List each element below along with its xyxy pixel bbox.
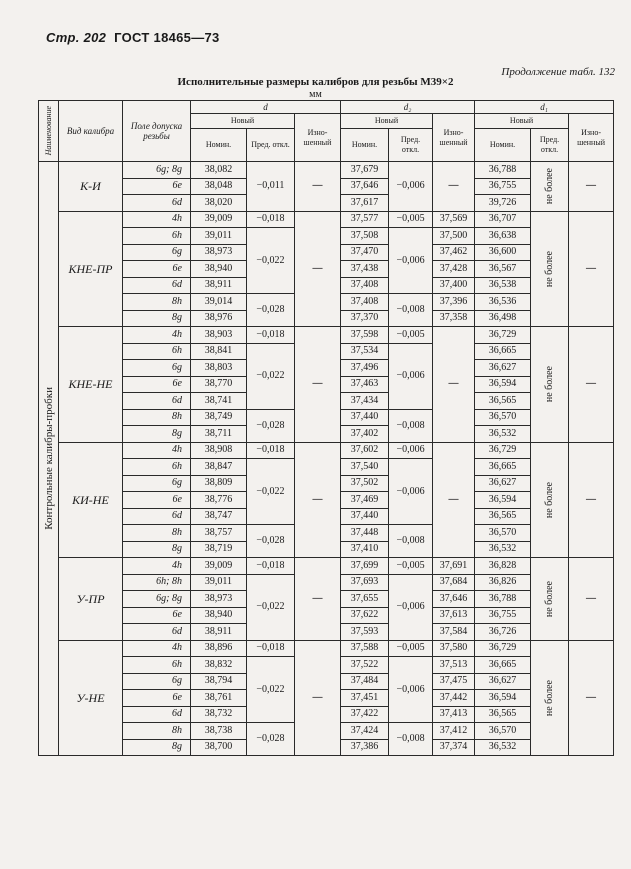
d-nominal: 38,738 (191, 723, 247, 740)
gauge-table (38, 100, 614, 756)
d-nominal: 38,770 (191, 376, 247, 393)
d2-deviation: −0,008 (389, 409, 433, 442)
d2-nominal: 37,402 (341, 426, 389, 443)
tolerance-field: 8g (123, 739, 191, 756)
d1-nominal: 36,565 (475, 706, 531, 723)
d-nominal: 38,973 (191, 244, 247, 261)
col-pole: Поле допуска резьбы (123, 101, 191, 162)
d1-worn-value: — (569, 211, 614, 327)
d2-nominal: 37,534 (341, 343, 389, 360)
d-deviation: −0,018 (247, 442, 295, 459)
d1-nominal: 36,570 (475, 723, 531, 740)
d2-worn-value: 37,684 (433, 574, 475, 591)
tolerance-field: 6e (123, 607, 191, 624)
table-continuation: Продолжение табл. 132 (501, 66, 615, 78)
d-worn-value: — (295, 162, 341, 212)
table-row (39, 162, 614, 179)
d-nominal: 38,711 (191, 426, 247, 443)
d-deviation: −0,011 (247, 162, 295, 212)
d-nominal: 38,911 (191, 624, 247, 641)
table-body (39, 162, 614, 756)
d-worn-value: — (295, 442, 341, 558)
tolerance-field: 6h; 8h (123, 574, 191, 591)
d-nominal: 38,940 (191, 607, 247, 624)
d2-deviation: −0,008 (389, 525, 433, 558)
d2-worn-value: — (433, 442, 475, 558)
tolerance-field: 6d (123, 195, 191, 212)
d2-nominal: 37,448 (341, 525, 389, 542)
d-nominal: 38,903 (191, 327, 247, 344)
d2-nominal: 37,451 (341, 690, 389, 707)
tolerance-field: 4h (123, 442, 191, 459)
d1-deviation (531, 640, 569, 756)
col-d: d (191, 101, 341, 114)
d-nominal: 38,794 (191, 673, 247, 690)
not-more-text: не более (543, 168, 555, 205)
d-worn-value: — (295, 211, 341, 327)
d1-tol: Пред. откл. (531, 129, 569, 162)
d2-nominal: 37,469 (341, 492, 389, 509)
tolerance-field: 4h (123, 211, 191, 228)
d2-nominal: 37,602 (341, 442, 389, 459)
d2-nominal: 37,679 (341, 162, 389, 179)
d-nominal: 38,741 (191, 393, 247, 410)
d-nominal: 38,832 (191, 657, 247, 674)
d1-nominal: 36,570 (475, 409, 531, 426)
gauge-type: КНЕ-ПР (59, 211, 123, 327)
d2-worn-value: 37,442 (433, 690, 475, 707)
d2-nominal: 37,386 (341, 739, 389, 756)
d-deviation: −0,022 (247, 459, 295, 525)
d-nominal: 39,009 (191, 211, 247, 228)
d1-nominal: 36,826 (475, 574, 531, 591)
tolerance-field: 6d (123, 277, 191, 294)
gauge-type: У-ПР (59, 558, 123, 641)
d1-nominal: 36,594 (475, 690, 531, 707)
table-title: Исполнительные размеры калибров для резьбы М39×2 (177, 76, 454, 88)
group-label (39, 162, 59, 756)
d2-worn-value: 37,475 (433, 673, 475, 690)
d2-worn-value: 37,400 (433, 277, 475, 294)
d2-nominal: 37,655 (341, 591, 389, 608)
d1-nominal: 36,755 (475, 607, 531, 624)
tolerance-field: 6e (123, 492, 191, 509)
d2-nominal: 37,440 (341, 409, 389, 426)
d2-nominal: 37,496 (341, 360, 389, 377)
tolerance-field: 6g (123, 673, 191, 690)
table-row (39, 558, 614, 575)
d2-deviation: −0,005 (389, 211, 433, 228)
d-deviation: −0,018 (247, 640, 295, 657)
d-deviation: −0,022 (247, 343, 295, 409)
d1-worn-value: — (569, 162, 614, 212)
d2-nominal: 37,438 (341, 261, 389, 278)
d-deviation: −0,028 (247, 409, 295, 442)
table-row (39, 211, 614, 228)
d-deviation: −0,028 (247, 525, 295, 558)
d2-nom: Номин. (341, 129, 389, 162)
d2-worn-value: 37,646 (433, 591, 475, 608)
d-nominal: 38,719 (191, 541, 247, 558)
tolerance-field: 6g; 8g (123, 162, 191, 179)
d-nominal: 38,048 (191, 178, 247, 195)
d2-new: Новый (341, 114, 433, 129)
tolerance-field: 6d (123, 508, 191, 525)
d1-nominal: 36,665 (475, 459, 531, 476)
d-nominal: 38,908 (191, 442, 247, 459)
d1-nominal: 36,532 (475, 541, 531, 558)
d2-deviation: −0,006 (389, 657, 433, 723)
d-nominal: 38,776 (191, 492, 247, 509)
tolerance-field: 4h (123, 327, 191, 344)
not-more-text: не более (543, 679, 555, 716)
tolerance-field: 6g; 8g (123, 591, 191, 608)
d2-nominal: 37,463 (341, 376, 389, 393)
tolerance-field: 6d (123, 706, 191, 723)
tolerance-field: 6h (123, 343, 191, 360)
d-worn-value: — (295, 640, 341, 756)
d2-worn-value: 37,580 (433, 640, 475, 657)
d-nom: Номин. (191, 129, 247, 162)
d1-worn-value: — (569, 640, 614, 756)
d2-nominal: 37,422 (341, 706, 389, 723)
gauge-type: У-НЕ (59, 640, 123, 756)
page-number: Стр. 202 (46, 30, 107, 45)
d1-nominal: 36,532 (475, 739, 531, 756)
d2-nominal: 37,502 (341, 475, 389, 492)
d2-worn-value: 37,569 (433, 211, 475, 228)
d1-nominal: 36,665 (475, 343, 531, 360)
d1-deviation (531, 442, 569, 558)
d1-nominal: 36,567 (475, 261, 531, 278)
d2-worn-value: 37,412 (433, 723, 475, 740)
d-nominal: 38,732 (191, 706, 247, 723)
tolerance-field: 8g (123, 426, 191, 443)
d-deviation: −0,018 (247, 211, 295, 228)
tolerance-field: 6g (123, 244, 191, 261)
d-deviation: −0,022 (247, 574, 295, 640)
d1-nominal: 36,788 (475, 162, 531, 179)
not-more-text: не более (543, 481, 555, 518)
d1-nominal: 36,498 (475, 310, 531, 327)
col-d1: d₁ (475, 101, 614, 114)
d1-deviation (531, 211, 569, 327)
tolerance-field: 6h (123, 657, 191, 674)
tolerance-field: 8g (123, 310, 191, 327)
d2-nominal: 37,617 (341, 195, 389, 212)
d2-nominal: 37,693 (341, 574, 389, 591)
tolerance-field: 8g (123, 541, 191, 558)
tolerance-field: 4h (123, 640, 191, 657)
col-vid: Вид калибра (59, 101, 123, 162)
d-nominal: 38,976 (191, 310, 247, 327)
d2-nominal: 37,434 (341, 393, 389, 410)
d-worn-value: — (295, 327, 341, 443)
d-deviation: −0,018 (247, 558, 295, 575)
d2-worn-value: 37,462 (433, 244, 475, 261)
units-label: мм (309, 89, 322, 100)
d1-new: Новый (475, 114, 569, 129)
standard-number: ГОСТ 18465—73 (114, 30, 220, 45)
gauge-type: КНЕ-НЕ (59, 327, 123, 443)
d1-nominal: 36,600 (475, 244, 531, 261)
page-header (46, 30, 220, 45)
d2-worn: Изношенный (433, 114, 475, 162)
tolerance-field: 6e (123, 690, 191, 707)
d1-nominal: 36,627 (475, 673, 531, 690)
d-nominal: 38,020 (191, 195, 247, 212)
gauge-type: КИ-НЕ (59, 442, 123, 558)
d2-worn-value: 37,613 (433, 607, 475, 624)
not-more-text: не более (543, 250, 555, 287)
gauge-type: К-И (59, 162, 123, 212)
tolerance-field: 6d (123, 393, 191, 410)
d2-nominal: 37,593 (341, 624, 389, 641)
d2-nominal: 37,577 (341, 211, 389, 228)
d1-nominal: 36,707 (475, 211, 531, 228)
tolerance-field: 6e (123, 376, 191, 393)
d2-nominal: 37,508 (341, 228, 389, 245)
d1-nominal: 36,570 (475, 525, 531, 542)
d1-nominal: 36,729 (475, 640, 531, 657)
d-nominal: 38,973 (191, 591, 247, 608)
d1-nominal: 36,638 (475, 228, 531, 245)
d2-deviation: −0,006 (389, 343, 433, 409)
not-more-text: не более (543, 580, 555, 617)
d-nominal: 39,014 (191, 294, 247, 311)
d2-tol: Пред. откл. (389, 129, 433, 162)
d-nominal: 38,847 (191, 459, 247, 476)
d1-nom: Номин. (475, 129, 531, 162)
tolerance-field: 8h (123, 294, 191, 311)
d1-nominal: 36,788 (475, 591, 531, 608)
d1-nominal: 36,729 (475, 327, 531, 344)
d-nominal: 38,747 (191, 508, 247, 525)
tolerance-field: 4h (123, 558, 191, 575)
d1-nominal: 36,665 (475, 657, 531, 674)
d-nominal: 38,809 (191, 475, 247, 492)
d2-nominal: 37,588 (341, 640, 389, 657)
d-nominal: 39,011 (191, 574, 247, 591)
d1-nominal: 36,627 (475, 475, 531, 492)
d1-deviation (531, 162, 569, 212)
d1-nominal: 36,729 (475, 442, 531, 459)
d-nominal: 38,841 (191, 343, 247, 360)
d2-deviation: −0,005 (389, 327, 433, 344)
d2-worn-value: 37,428 (433, 261, 475, 278)
table-row (39, 327, 614, 344)
d-tol: Пред. откл. (247, 129, 295, 162)
d1-nominal: 36,536 (475, 294, 531, 311)
d2-nominal: 37,470 (341, 244, 389, 261)
table-row (39, 640, 614, 657)
d2-worn-value: — (433, 327, 475, 443)
tolerance-field: 8h (123, 525, 191, 542)
d2-worn-value: — (433, 162, 475, 212)
tolerance-field: 6d (123, 624, 191, 641)
d-nominal: 38,896 (191, 640, 247, 657)
d1-nominal: 36,755 (475, 178, 531, 195)
d2-deviation: −0,008 (389, 723, 433, 756)
tolerance-field: 6g (123, 360, 191, 377)
d-nominal: 38,940 (191, 261, 247, 278)
d1-worn-value: — (569, 327, 614, 443)
d2-nominal: 37,622 (341, 607, 389, 624)
d2-nominal: 37,410 (341, 541, 389, 558)
d-deviation: −0,018 (247, 327, 295, 344)
d2-nominal: 37,408 (341, 294, 389, 311)
table-header (39, 101, 614, 162)
d1-nominal: 36,538 (475, 277, 531, 294)
d-nominal: 38,700 (191, 739, 247, 756)
d2-deviation: −0,006 (389, 574, 433, 640)
d2-worn-value: 37,374 (433, 739, 475, 756)
d1-nominal: 36,532 (475, 426, 531, 443)
tolerance-field: 6h (123, 228, 191, 245)
table-row (39, 442, 614, 459)
d1-worn: Изношенный (569, 114, 614, 162)
d2-deviation: −0,006 (389, 162, 433, 212)
d1-deviation (531, 327, 569, 443)
d2-worn-value: 37,691 (433, 558, 475, 575)
d2-worn-value: 37,396 (433, 294, 475, 311)
d2-nominal: 37,408 (341, 277, 389, 294)
d-deviation: −0,028 (247, 723, 295, 756)
d1-nominal: 36,565 (475, 393, 531, 410)
col-d2: d₂ (341, 101, 475, 114)
d-nominal: 39,009 (191, 558, 247, 575)
d-nominal: 38,082 (191, 162, 247, 179)
d2-deviation: −0,005 (389, 640, 433, 657)
d1-nominal: 36,594 (475, 492, 531, 509)
d2-worn-value: 37,500 (433, 228, 475, 245)
d2-nominal: 37,424 (341, 723, 389, 740)
tolerance-field: 6e (123, 178, 191, 195)
d1-nominal: 39,726 (475, 195, 531, 212)
tolerance-field: 6h (123, 459, 191, 476)
d2-worn-value: 37,584 (433, 624, 475, 641)
d2-nominal: 37,540 (341, 459, 389, 476)
d2-deviation: −0,006 (389, 442, 433, 459)
d-nominal: 38,803 (191, 360, 247, 377)
tolerance-field: 6g (123, 475, 191, 492)
d2-nominal: 37,484 (341, 673, 389, 690)
d-deviation: −0,022 (247, 228, 295, 294)
d-nominal: 38,757 (191, 525, 247, 542)
d2-worn-value: 37,513 (433, 657, 475, 674)
group-label-text: Контрольные калибры-пробки (43, 387, 55, 530)
d2-nominal: 37,440 (341, 508, 389, 525)
col-naim: Наименование (39, 101, 59, 162)
d-deviation: −0,028 (247, 294, 295, 327)
d1-worn-value: — (569, 558, 614, 641)
d-nominal: 38,911 (191, 277, 247, 294)
d1-nominal: 36,594 (475, 376, 531, 393)
d1-worn-value: — (569, 442, 614, 558)
d2-deviation: −0,005 (389, 558, 433, 575)
d2-worn-value: 37,413 (433, 706, 475, 723)
d2-worn-value: 37,358 (433, 310, 475, 327)
d1-nominal: 36,726 (475, 624, 531, 641)
d2-nominal: 37,522 (341, 657, 389, 674)
d2-nominal: 37,598 (341, 327, 389, 344)
d1-nominal: 36,828 (475, 558, 531, 575)
d2-nominal: 37,370 (341, 310, 389, 327)
d-nominal: 39,011 (191, 228, 247, 245)
d-nominal: 38,749 (191, 409, 247, 426)
not-more-text: не более (543, 366, 555, 403)
d-worn-value: — (295, 558, 341, 641)
d-deviation: −0,022 (247, 657, 295, 723)
d1-nominal: 36,565 (475, 508, 531, 525)
d-nominal: 38,761 (191, 690, 247, 707)
d-worn: Изношенный (295, 114, 341, 162)
d1-nominal: 36,627 (475, 360, 531, 377)
d2-deviation: −0,006 (389, 459, 433, 525)
tolerance-field: 6e (123, 261, 191, 278)
tolerance-field: 8h (123, 723, 191, 740)
d-new: Новый (191, 114, 295, 129)
d2-deviation: −0,006 (389, 228, 433, 294)
tolerance-field: 8h (123, 409, 191, 426)
d2-deviation: −0,008 (389, 294, 433, 327)
d2-nominal: 37,699 (341, 558, 389, 575)
d2-nominal: 37,646 (341, 178, 389, 195)
d1-deviation (531, 558, 569, 641)
